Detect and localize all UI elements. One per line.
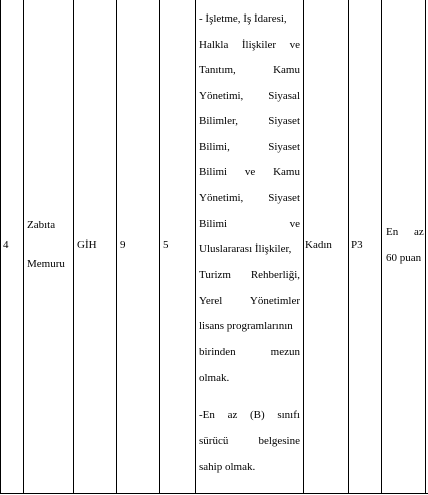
table-border-right [425, 0, 426, 494]
requirement-word: Yerel [199, 295, 223, 307]
requirement-line [199, 294, 300, 308]
requirement-word: belgesine [258, 435, 300, 447]
requirement-line [199, 217, 300, 231]
column-divider [303, 0, 304, 494]
column-divider [116, 0, 117, 494]
cell-position-line1: Zabıta [27, 219, 56, 231]
cell-score-line1-left: En [386, 226, 399, 238]
requirement-word: Bilimi, [199, 141, 230, 153]
requirement-line [199, 38, 300, 52]
requirement-word: lisans programlarının [199, 320, 293, 332]
requirement-word: Kamu [273, 166, 300, 178]
requirement-line [199, 12, 300, 26]
column-divider [195, 0, 196, 494]
requirement-line [199, 434, 300, 448]
requirement-word: Uluslararası İlişkiler, [199, 243, 292, 255]
cell-score-line1-right: az [414, 226, 424, 238]
requirement-word: Bilimi [199, 218, 228, 230]
requirement-line [199, 242, 300, 256]
requirement-word: Tanıtım, [199, 64, 236, 76]
requirement-line [199, 63, 300, 77]
requirement-word: Yönetimi, [199, 90, 244, 102]
requirement-line [199, 345, 300, 359]
cell-grade: 9 [120, 239, 126, 251]
requirement-line [199, 89, 300, 103]
requirement-word: (B) [250, 409, 265, 421]
requirement-line [199, 191, 300, 205]
requirement-word: az [227, 409, 238, 421]
column-divider [381, 0, 382, 494]
requirement-word: Yönetimi, [199, 192, 244, 204]
requirement-word: -En [199, 409, 215, 421]
cell-position-line2: Memuru [27, 258, 65, 270]
requirement-word: İlişkiler [241, 39, 277, 51]
table-border-left [0, 0, 1, 494]
cell-class: GİH [77, 239, 97, 251]
requirement-line [199, 165, 300, 179]
requirement-word: - İşletme, İş İdaresi, [199, 13, 287, 25]
requirement-word: Siyaset [268, 115, 300, 127]
requirement-word: birinden [199, 346, 236, 358]
requirement-word: ve [289, 39, 300, 51]
column-divider [73, 0, 74, 494]
requirement-word: Halkla [199, 39, 229, 51]
requirement-word: olmak. [199, 372, 230, 384]
requirement-word: sınıfı [277, 409, 300, 421]
requirement-word: Rehberliği, [250, 269, 300, 281]
requirement-word: Siyaset [268, 192, 300, 204]
requirement-word: Siyasal [268, 90, 300, 102]
requirement-word: ve [289, 218, 300, 230]
requirement-word: Yönetimler [249, 295, 300, 307]
requirement-word: sürücü [199, 435, 229, 447]
requirement-line [199, 140, 300, 154]
cell-kpss-type: P3 [351, 239, 363, 251]
cell-row-number: 4 [3, 239, 9, 251]
cell-score-line2: 60 puan [386, 252, 422, 264]
column-divider [159, 0, 160, 494]
requirement-word: mezun [270, 346, 300, 358]
requirement-line [199, 319, 300, 333]
requirement-word: ve [244, 166, 256, 178]
column-divider [348, 0, 349, 494]
cell-gender: Kadın [305, 239, 332, 251]
cell-quota: 5 [163, 239, 169, 251]
requirement-line [199, 268, 300, 282]
requirement-word: Siyaset [268, 141, 300, 153]
table-border-bottom [0, 493, 428, 494]
requirement-line [199, 460, 300, 474]
requirement-word: sahip olmak. [199, 461, 256, 473]
requirement-line [199, 114, 300, 128]
requirement-line [199, 371, 300, 385]
requirement-line [199, 408, 300, 422]
requirement-word: Bilimi [199, 166, 228, 178]
requirement-word: Kamu [273, 64, 300, 76]
requirement-word: Bilimler, [199, 115, 238, 127]
requirement-word: Turizm [199, 269, 231, 281]
column-divider [23, 0, 24, 494]
